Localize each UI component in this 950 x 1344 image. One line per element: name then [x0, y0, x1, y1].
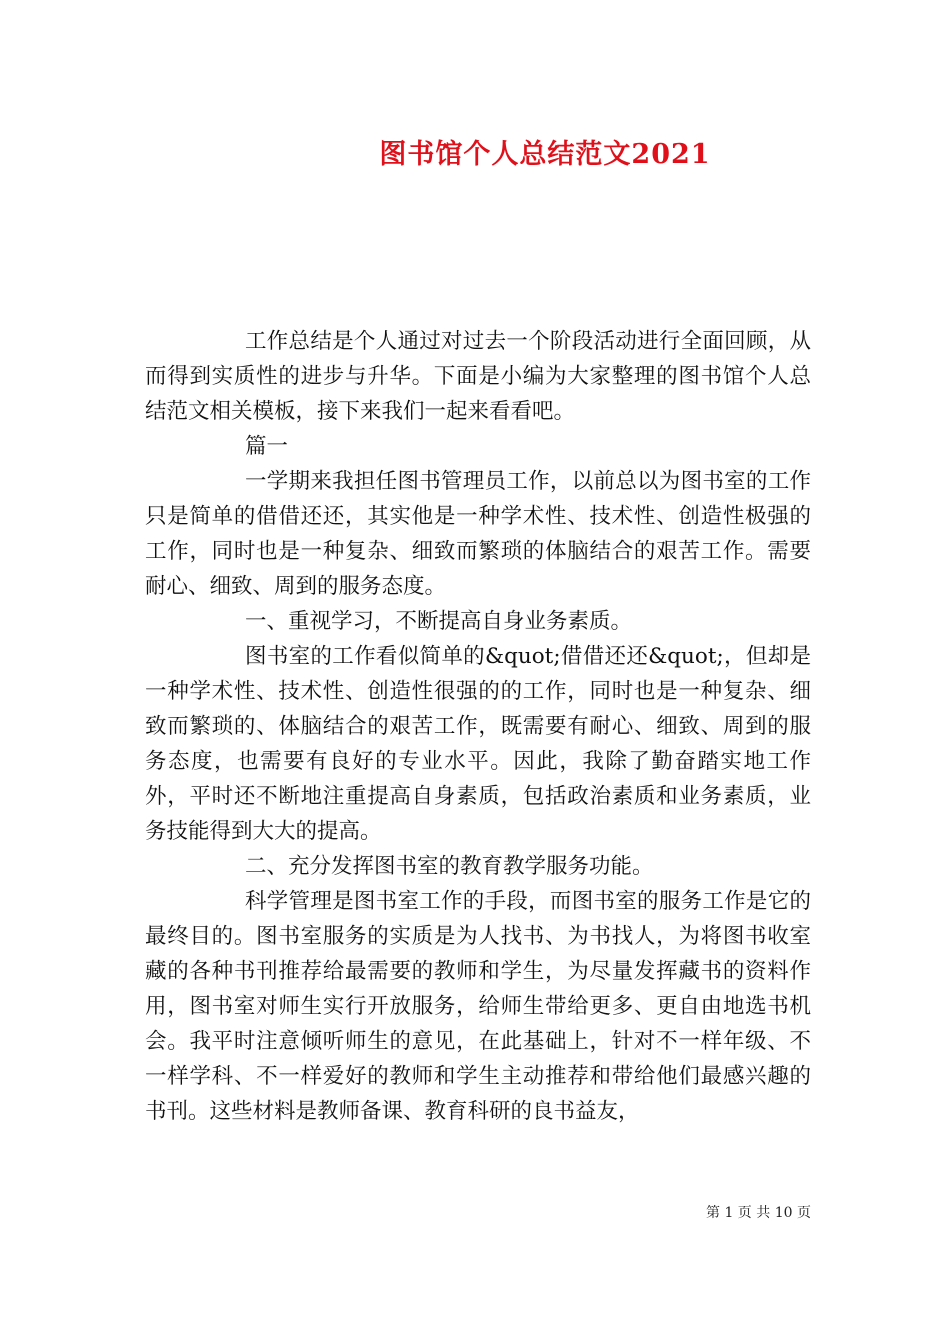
document-body [145, 324, 811, 1129]
paragraph-section-2: 科学管理是图书室工作的手段，而图书室的服务工作是它的最终目的。图书室服务的实质是为人找书、为书找人，为将图书收室藏的各种书刊推荐给最需要的教师和学生，为尽量发挥藏书的资料作用，图书室对师生实行开放服务，给师生带给更多、更自由地选书机会。我平时注意倾听师生的意见，在此基础上，针对不一样年级、不一样学科、不一样爱好的教师和学生主动推荐和带给他们最感兴趣的书刊。这些材料是教师备课、教育科研的良书益友， [145, 889, 811, 1124]
page-footer: 第 1 页 共 10 页 [706, 1205, 811, 1221]
section-heading-1: 一、重视学习，不断提高自身业务素质。 [245, 609, 633, 634]
paragraph-intro: 工作总结是个人通过对过去一个阶段活动进行全面回顾，从而得到实质性的进步与升华。下面是小编为大家整理的图书馆个人总结范文相关模板，接下来我们一起来看看吧。 [145, 329, 811, 424]
paragraph-overview: 一学期来我担任图书管理员工作，以前总以为图书室的工作只是简单的借借还还，其实他是一种学术性、技术性、创造性极强的工作，同时也是一种复杂、细致而繁琐的体脑结合的艰苦工作。需要耐心、细致、周到的服务态度。 [145, 469, 811, 599]
paragraph-section-1: 图书室的工作看似简单的&quot;借借还还&quot;，但却是一种学术性、技术性、创造性很强的的工作，同时也是一种复杂、细致而繁琐的、体脑结合的艰苦工作，既需要有耐心、细致、周到的服务态度，也需要有良好的专业水平。因此，我除了勤奋踏实地工作外，平时还不断地注重提高自身素质，包括政治素质和业务素质，业务技能得到大大的提高。 [145, 644, 811, 844]
document-title: 图书馆个人总结范文2021 [379, 139, 711, 170]
section-label-part-one: 篇一 [245, 434, 289, 459]
section-heading-2: 二、充分发挥图书室的教育教学服务功能。 [245, 854, 654, 879]
